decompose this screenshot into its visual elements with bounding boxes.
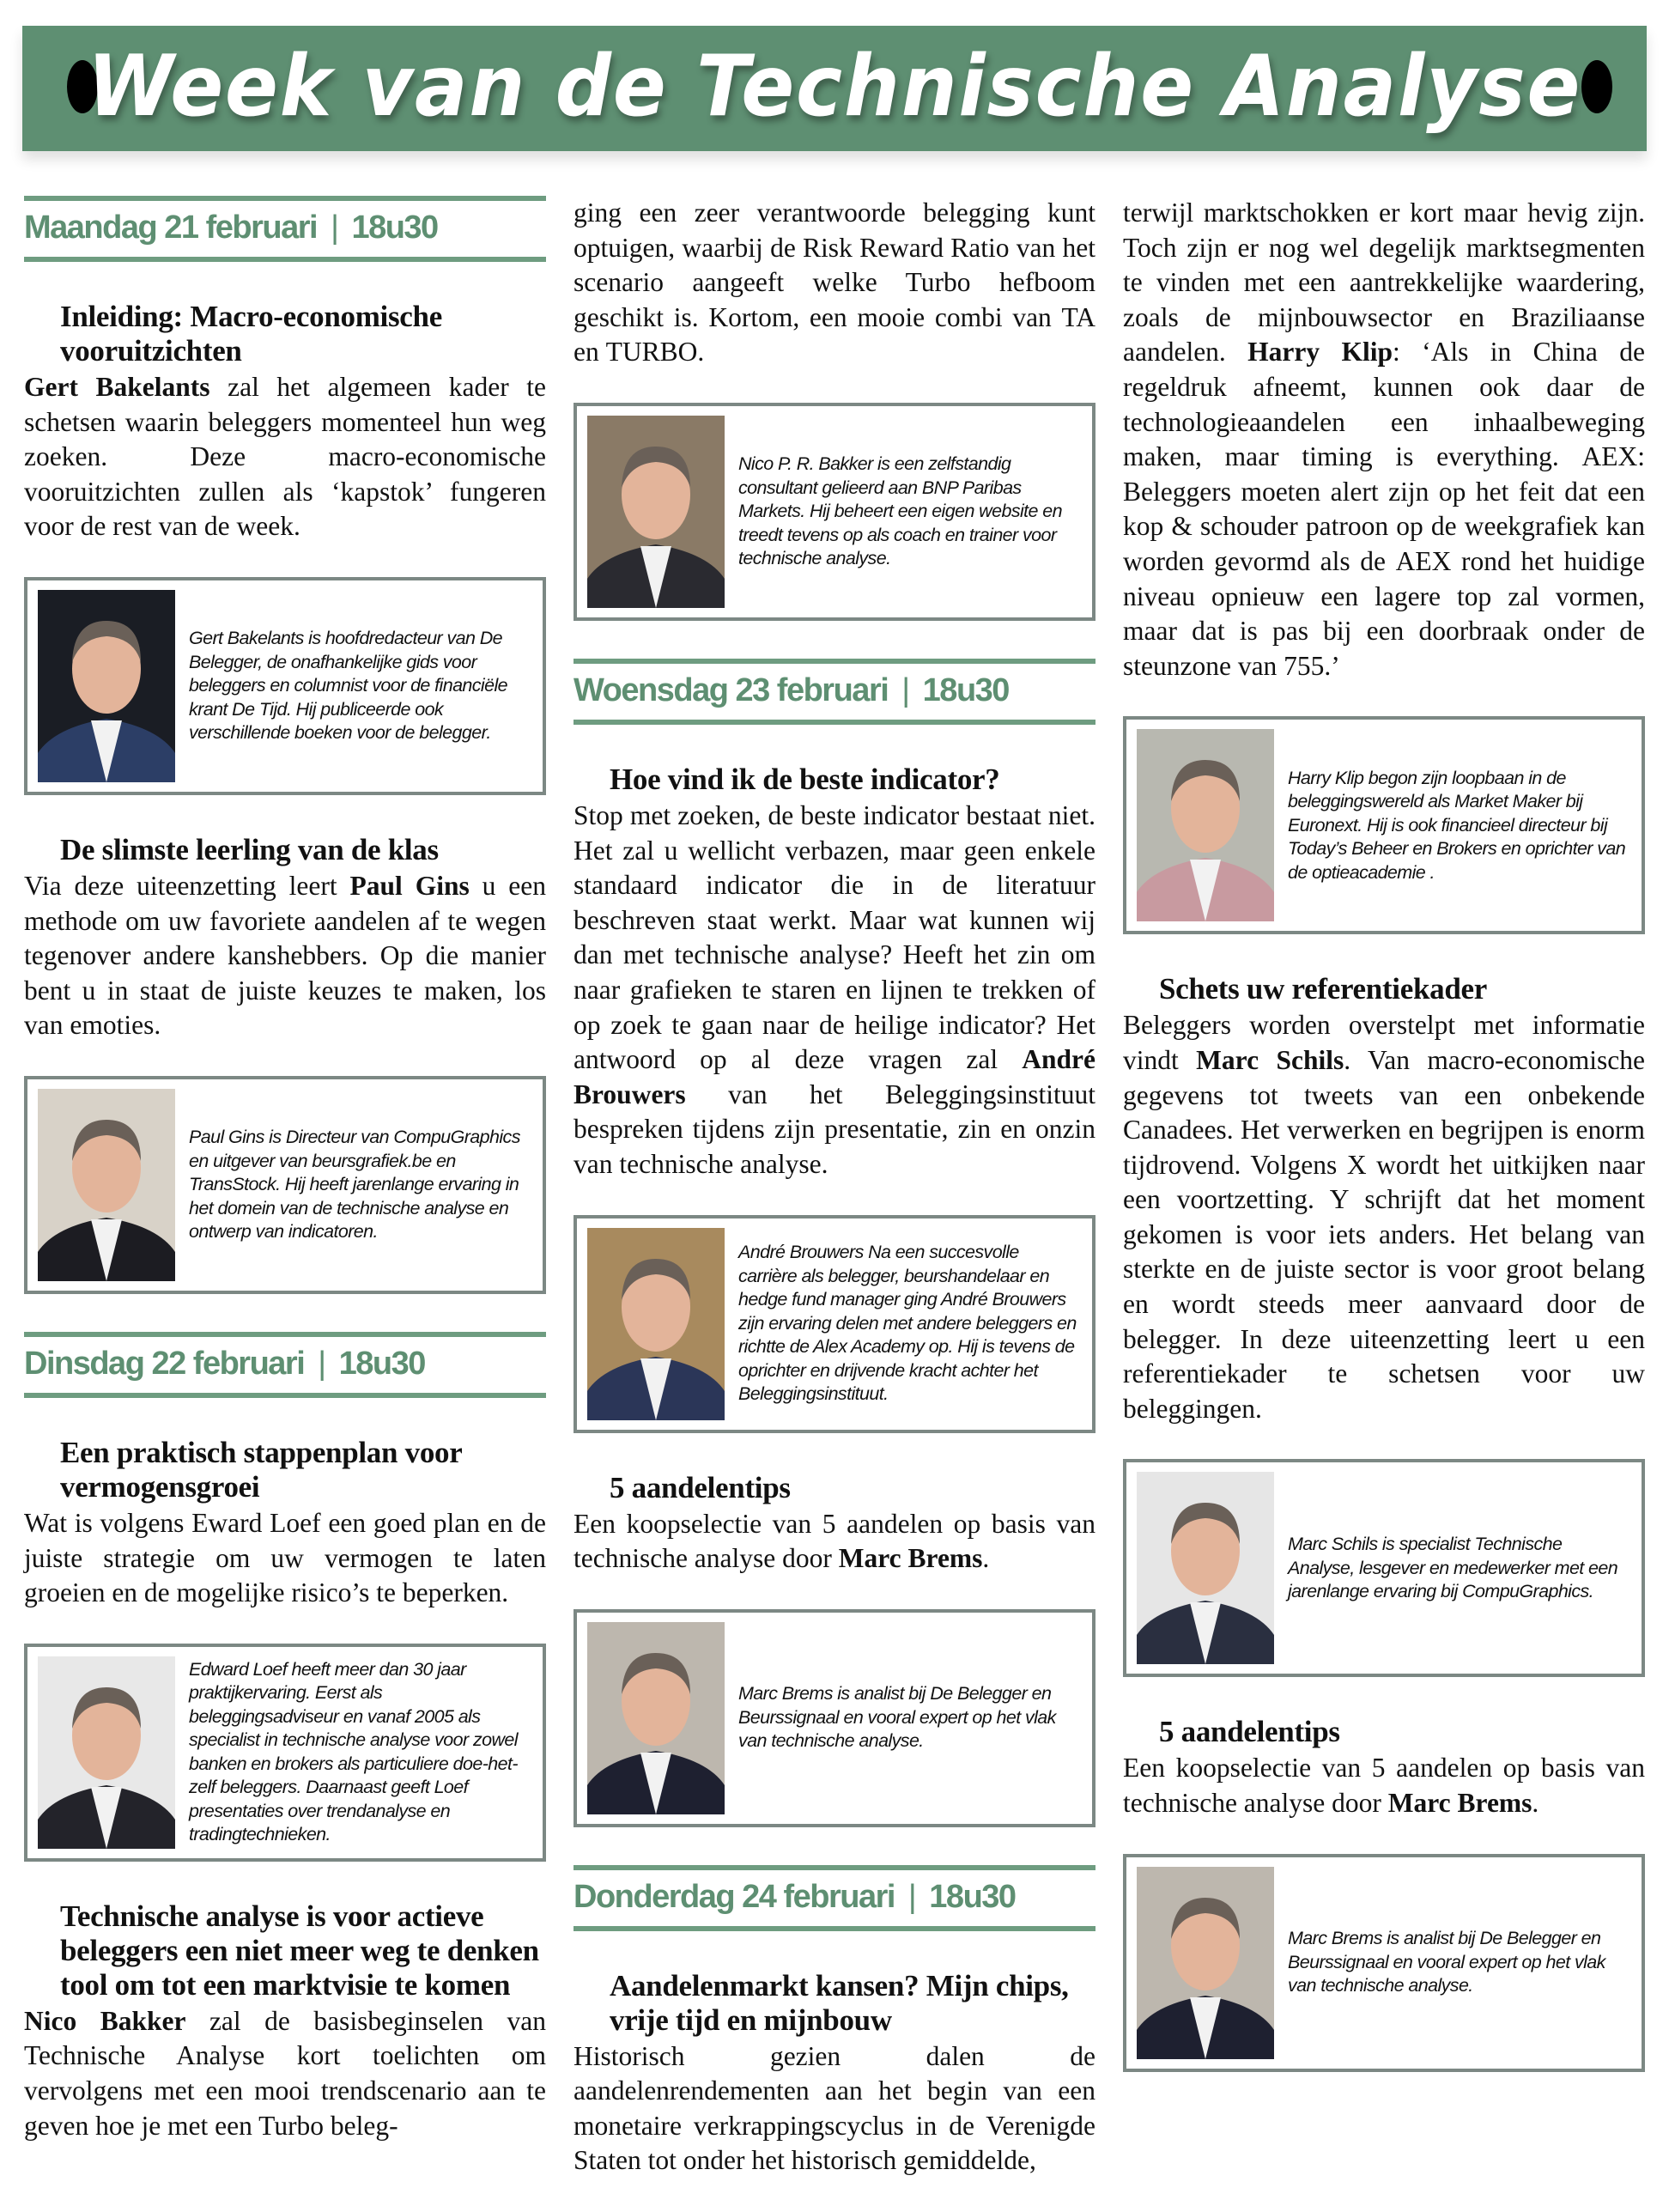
bio-caption: Marc Schils is specialist Technische Analyse, lesgever en medewerker met een jarenlange ervaring bij CompuGraphics. — [1288, 1534, 1618, 1602]
day-header — [574, 659, 1095, 725]
text-run: en — [574, 337, 606, 368]
text-run: Stop met zoeken, de beste indicator bestaat niet. Het zal u wellicht verbazen, maar geen enkele standaard indicator die in de literatuur beschreven staat werkt. Maar wat kunnen wij dan met technische analyse? Heeft het zin om naar grafieken te staren en lijnen te trekken of op zoek te gaan naar de heilige indicator? Het antwoord op al deze vragen zal — [574, 799, 1095, 1075]
bio-caption: Edward Loef heeft meer dan 30 jaar praktijkervaring. Eerst als beleggingsadviseur en vanaf 2005 als specialist in technische analyse voor zowel banken en brokers als particuliere doe-het-zelf beleggers. Daarnaast geeft Loef presentaties over trendanalyse en tradingtechnieken. — [189, 1658, 518, 1845]
portrait-photo — [1137, 1472, 1274, 1664]
portrait-photo — [587, 1622, 725, 1814]
bio-caption: Marc Brems is analist bij De Belegger en Beurssignaal en vooral expert op het vlak van technische analyse. — [1288, 1928, 1605, 1996]
portrait-photo — [38, 1089, 175, 1281]
page-title: Week van de Technische Analyse — [87, 38, 1582, 136]
portrait-photo — [1137, 1867, 1274, 2059]
text-run: TURBO — [605, 337, 698, 368]
bio-box — [24, 1644, 546, 1862]
text-run: u een methode om uw favoriete aandelen af te wegen tegenover andere kanshebbers. Op die manier bent u in staat de juiste keuzes te maken, los van emoties. — [24, 870, 547, 1041]
portrait-photo — [38, 590, 175, 782]
text-run: Historisch gezien dalen de aandelenrendementen aan het begin van een monetaire verkrappingscyclus in de Verenigde Staten tot onder het historisch gemiddelde, — [574, 2040, 1095, 2176]
bio-caption: Gert Bakelants is hoofdredacteur van De Belegger, de onafhankelijke gids voor beleggers en columnist voor de financiële krant De Tijd. Hij publiceerde ook verschillende boeken voor de belegger. — [189, 628, 507, 744]
day-label: Donderdag 24 februari — [574, 1878, 895, 1915]
day-label: Maandag 21 februari — [24, 210, 318, 246]
body-paragraph — [574, 196, 1095, 370]
section-heading: 5 aandelentips — [610, 1470, 791, 1504]
time-label: 18u30 — [929, 1878, 1016, 1915]
person-name: Paul Gins — [349, 870, 470, 901]
bio-box — [1123, 716, 1645, 934]
day-header — [24, 196, 546, 262]
bio-caption: Nico P. R. Bakker is een zelfstandig consultant gelieerd aan BNP Paribas Markets. Hij beheert een eigen website en treedt tevens op als coach en trainer voor technische analyse. — [738, 453, 1062, 569]
body-paragraph — [24, 1506, 546, 1611]
person-name: Gert Bakelants — [24, 372, 210, 402]
section-heading: Een praktisch stappenplan voor vermogensgroei — [60, 1435, 462, 1504]
day-label: Dinsdag 22 februari — [24, 1345, 305, 1382]
bio-box — [1123, 1854, 1645, 2072]
section-heading: De slimste leerling van de klas — [60, 832, 439, 866]
separator: | — [318, 1345, 325, 1382]
day-header — [574, 1865, 1095, 1931]
person-name: André Brouwers — [574, 1044, 1095, 1109]
day-label: Woensdag 23 februari — [574, 672, 889, 708]
section-heading: Aandelenmarkt kansen? Mijn chips, vrije tijd en mijnbouw — [610, 1968, 1069, 2037]
text-run: terwijl marktschokken er kort maar hevig zijn. Toch zijn er nog wel degelijk marktsegmenten te vinden met een aantrekkelijke waardering, zoals de mijnbouwsector en Braziliaanse aandelen. — [1123, 198, 1645, 368]
bio-box — [574, 1215, 1095, 1433]
text-run: . — [697, 337, 705, 368]
bio-box — [574, 403, 1095, 621]
section-heading: Technische analyse is voor actieve beleggers een niet meer weg te denken tool om tot een marktvisie te komen — [60, 1899, 539, 2002]
separator: | — [331, 210, 338, 246]
bio-box — [1123, 1459, 1645, 1677]
portrait-photo — [587, 416, 725, 608]
text-run: zal het algemeen kader te schetsen waarin beleggers momenteel hun weg zoeken. Deze macro-economische vooruitzichten zullen als ‘kapstok’ fungeren voor de rest van de week. — [24, 372, 547, 542]
text-run: ging een zeer verantwoorde belegging kunt optuigen, waarbij de Risk Reward Ratio van het scenario aangeeft welke Turbo hefboom geschikt is. Kortom, een mooie combi van — [574, 198, 1095, 332]
person-name: Marc Brems — [838, 1543, 983, 1574]
text-run: . — [1532, 1788, 1539, 1819]
time-label: 18u30 — [922, 672, 1009, 708]
text-run: AEX — [1581, 441, 1638, 472]
portrait-photo — [1137, 729, 1274, 921]
body-paragraph — [574, 2039, 1095, 2179]
person-name: Nico Bakker — [24, 2005, 186, 2036]
bio-caption: Harry Klip begon zijn loopbaan in de beleggingswereld als Market Maker bij Euronext. Hij is ook financieel directeur bij Today’s Beheer en Brokers en oprichter van de optieacademie . — [1288, 767, 1626, 883]
body-paragraph — [24, 370, 546, 544]
section-heading: Schets uw referentiekader — [1159, 972, 1487, 1006]
separator: | — [907, 1878, 916, 1915]
text-run: van het Beleggingsinstituut bespreken tijdens zijn presentatie, zin en onzin van technische analyse. — [574, 1079, 1095, 1179]
person-name: Harry Klip — [1247, 337, 1393, 368]
time-label: 18u30 — [338, 1345, 425, 1382]
column-3 — [1123, 196, 1645, 2110]
bio-caption: Marc Brems is analist bij De Belegger en Beurssignaal en vooral expert op het vlak van technische analyse. — [738, 1683, 1056, 1752]
section-heading: Inleiding: Macro-economische vooruitzichten — [60, 300, 442, 368]
bio-caption: Paul Gins is Directeur van CompuGraphics en uitgever van beursgrafiek.be en TransStock. Hij heeft jarenlange ervaring in het domein van de technische analyse en ontwerp van indicatoren. — [189, 1127, 520, 1243]
text-run: . Van macro-economische gegevens tot tweets van een onbekende Canadees. Het verwerken en begrijpen is enorm tijdrovend. Volgens X wordt het uitkijken naar een voortzetting. Y schrijft dat het moment gekomen is voor iets anders. Het belang van sterkte en de juiste sector is voor groot belang en wordt steeds meer aanvaard door de belegger. In deze uiteenzetting leert u een referentiekader te schetsen voor uw beleggingen. — [1123, 1044, 1645, 1424]
column-2 — [574, 196, 1095, 2211]
separator: | — [901, 672, 909, 708]
portrait-photo — [587, 1228, 725, 1420]
text-run: rond het huidige niveau opnieuw een lagere top zal vormen, maar dat is pas bij een doorbraak onder de steunzone van 755.’ — [1123, 545, 1645, 681]
portrait-photo — [38, 1656, 175, 1849]
text-run: AEX — [1395, 545, 1452, 576]
body-paragraph — [1123, 196, 1645, 684]
section-heading: 5 aandelentips — [1159, 1715, 1340, 1749]
title-banner — [22, 26, 1647, 151]
body-paragraph — [24, 2004, 546, 2143]
bio-caption: André Brouwers Na een succesvolle carrière als belegger, beurshandelaar en hedge fund manager ging André Brouwers zijn ervaring delen met andere beleggers en richtte de Alex Academy op. Hij is tevens de oprichter en drijvende kracht achter het Beleggingsinstituut. — [738, 1242, 1077, 1405]
text-run: TA — [1061, 301, 1095, 332]
text-run: Beleggers worden overstelpt met informatie vindt — [1123, 1010, 1645, 1075]
bio-box — [24, 577, 546, 795]
text-run: : ‘Als in China de regeldruk afneemt, kunnen ook daar de technologieaandelen een inhaalbeweging maken, maar timing is everything. — [1123, 337, 1645, 472]
bullet-dot-right — [1581, 60, 1612, 113]
section-heading: Hoe vind ik de beste indicator? — [610, 762, 1000, 796]
text-run: Wat is volgens Eward Loef een goed plan en de juiste strategie om uw vermogen te laten groeien en de mogelijke risico’s te beperken. — [24, 1507, 546, 1608]
body-paragraph — [574, 799, 1095, 1182]
body-paragraph — [24, 869, 546, 1043]
body-paragraph — [574, 1507, 1095, 1577]
text-run: Een koopselectie van 5 aandelen op basis van technische analyse door — [574, 1508, 1095, 1574]
person-name: Marc Schils — [1196, 1044, 1344, 1075]
text-run: : Beleggers moeten alert zijn op het feit dat een kop & schouder patroon op de weekgrafiek kan worden gevormd als de — [1123, 441, 1645, 576]
day-header — [24, 1332, 546, 1398]
text-run: . — [982, 1543, 990, 1574]
bio-box — [24, 1076, 546, 1294]
body-paragraph — [1123, 1008, 1645, 1426]
text-run: Een koopselectie van 5 aandelen op basis van technische analyse door — [1123, 1753, 1645, 1819]
text-run: zal de basisbeginselen van Technische Analyse kort toelichten om vervolgens met een mooi trendscenario aan te geven hoe je met een Turbo beleg- — [24, 2005, 546, 2141]
bio-box — [574, 1609, 1095, 1827]
column-1 — [24, 196, 546, 2176]
body-paragraph — [1123, 1751, 1645, 1820]
time-label: 18u30 — [351, 210, 438, 246]
person-name: Marc Brems — [1387, 1788, 1532, 1819]
text-run: Via deze uiteenzetting leert — [24, 870, 350, 901]
